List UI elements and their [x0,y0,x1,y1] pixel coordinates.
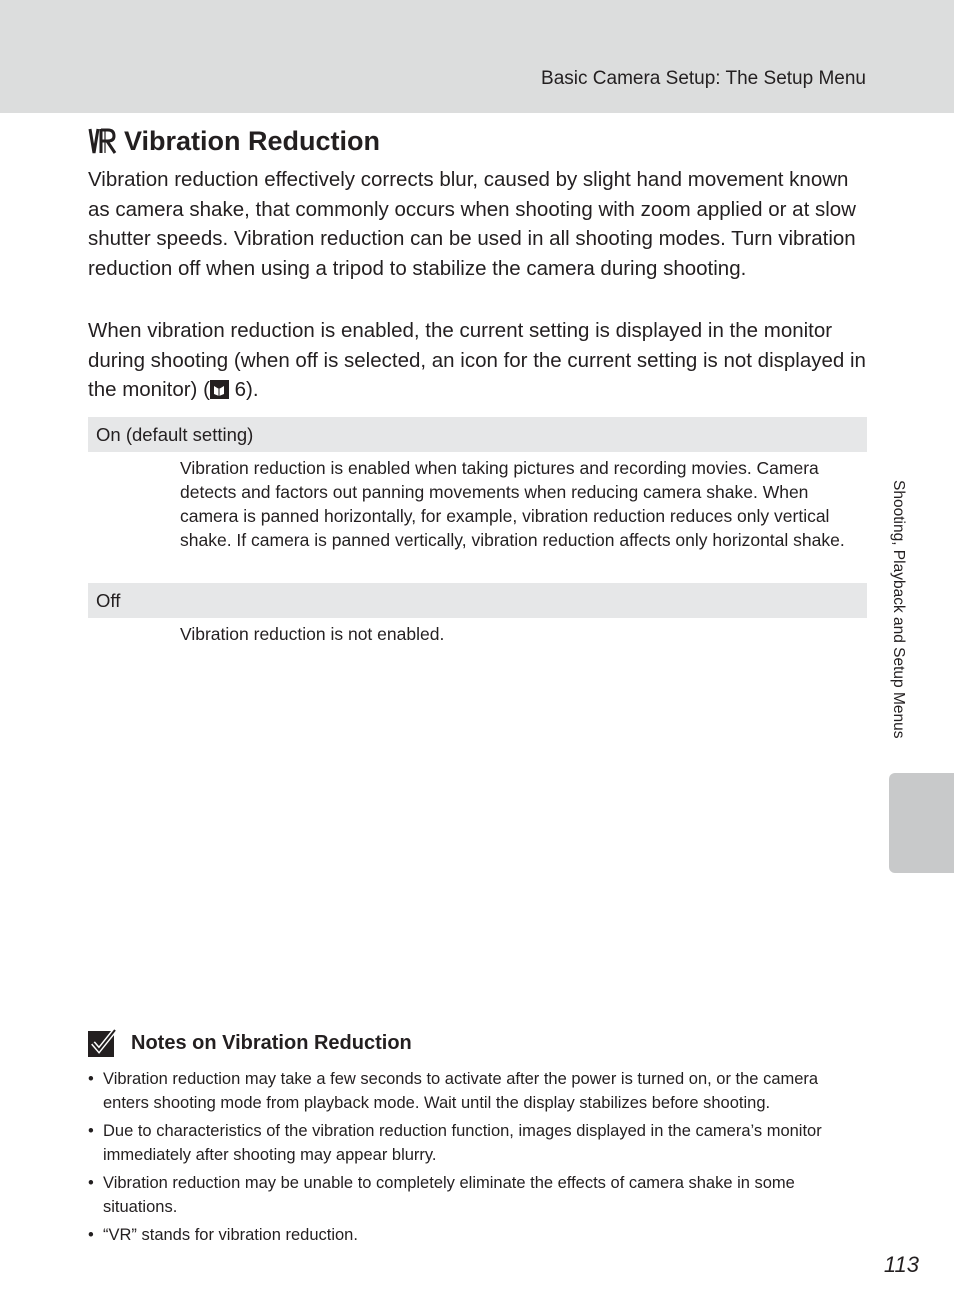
header-band [0,0,954,113]
option-label-off: Off [88,583,867,618]
notes-title: Notes on Vibration Reduction [131,1032,412,1054]
intro-paragraph-1: Vibration reduction effectively corrects blur, caused by slight hand movement known as camera shake, that commonly occurs when shooting with zoom applied or at slow shutter speeds. Vibration reduction can be used in all shooting modes. Turn vibration reduction off when using a tripod to stabilize the camera during shooting. [88,168,856,280]
section-heading [88,124,380,158]
intro-text: When vibration reduction is enabled, the current setting is displayed in the monitor during shooting (when off is selected, an icon for the current setting is not displayed in the monitor) ( [88,319,866,401]
note-item: • Vibration reduction may be unable to completely eliminate the effects of camera shake in some situations. [88,1171,868,1219]
intro-text-end: ). [246,378,259,401]
note-item: • “VR” stands for vibration reduction. [88,1223,868,1247]
intro-paragraph-2 [88,316,868,405]
side-tab-label: Shooting, Playback and Setup Menus [890,480,907,739]
page-number: 113 [883,1252,919,1277]
header-title: Basic Camera Setup: The Setup Menu [541,68,866,89]
section-title: Vibration Reduction [124,126,381,156]
note-item: • Due to characteristics of the vibration reduction function, images displayed in the camera’s monitor immediately after shooting may appear blurry. [88,1119,868,1167]
side-tab [889,773,954,873]
option-description-on: Vibration reduction is enabled when taking pictures and recording movies. Camera detects and factors out panning movements when reducing camera shake. When camera is panned horizontally, for example, vibration reduction reduces only vertical shake. If camera is panned vertically, vibration reduction affects only horizontal shake. [180,458,845,550]
page-reference-icon [210,380,229,399]
page-reference-number: 6 [234,378,247,401]
notes-list [88,1067,868,1251]
vibration-reduction-icon [88,127,118,155]
option-description-off: Vibration reduction is not enabled. [180,624,445,644]
notes-heading [88,1028,412,1058]
note-item: • Vibration reduction may take a few seconds to activate after the power is turned on, or the camera enters shooting mode from playback mode. Wait until the display stabilizes before shooting. [88,1067,868,1115]
option-label-on: On (default setting) [88,417,867,452]
check-note-icon [88,1028,118,1058]
